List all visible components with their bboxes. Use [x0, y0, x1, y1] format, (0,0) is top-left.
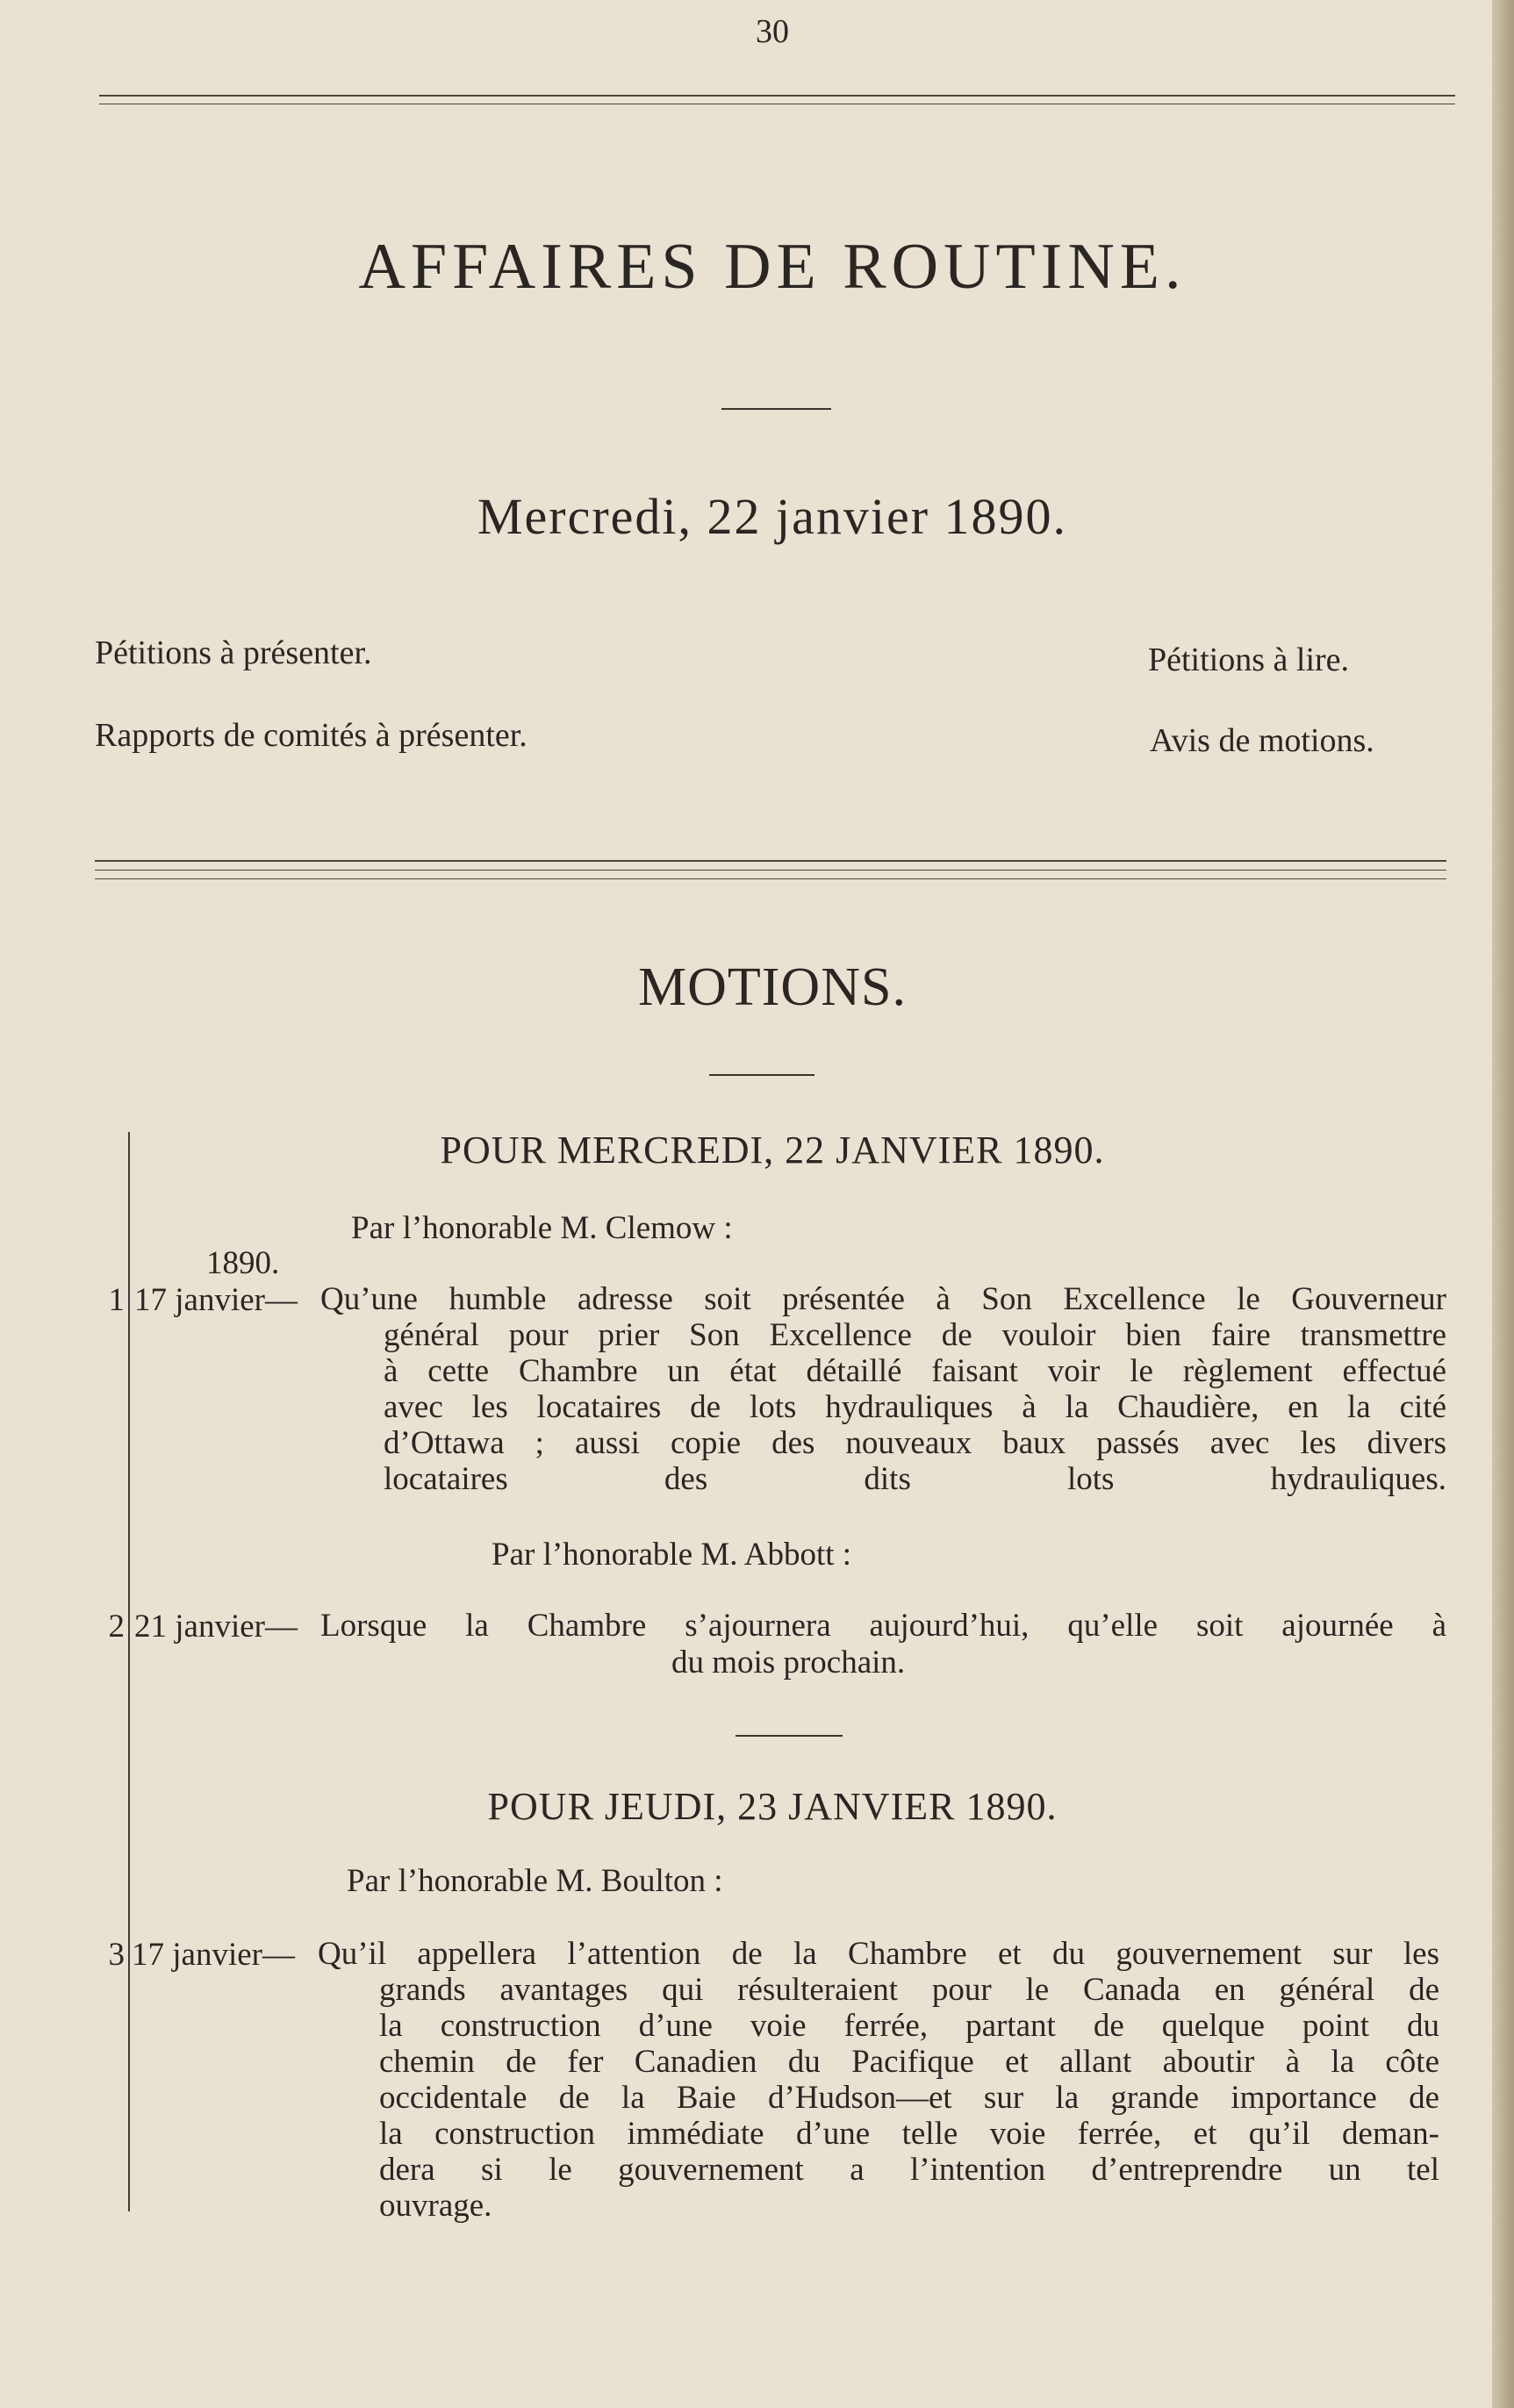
section-title-affaires: AFFAIRES DE ROUTINE.	[358, 231, 1187, 303]
motion-lead-1: Qu’une humble adresse soit présentée à Son Excellence le Gouverneur	[320, 1281, 1446, 1317]
routine-item-avis: Avis de motions.	[1150, 722, 1374, 759]
motion-1-line: d’Ottawa ; aussi copie des nouveaux baux passés avec les divers	[384, 1425, 1446, 1461]
header-rule-top	[99, 95, 1455, 97]
routine-item-petitions-presenter: Pétitions à présenter.	[95, 634, 372, 671]
section-rule-top	[95, 860, 1446, 862]
motion-lead-2: Lorsque la Chambre s’ajournera aujourd’hui, qu’elle soit ajournée à	[320, 1608, 1446, 1644]
routine-item-rapports: Rapports de comités à présenter.	[95, 717, 527, 754]
motion-3-line: dera si le gouvernement a l’intention d’entreprendre un tel	[379, 2152, 1439, 2188]
year-label: 1890.	[206, 1245, 280, 1281]
day-heading-jeudi: POUR JEUDI, 23 JANVIER 1890.	[487, 1785, 1058, 1828]
motion-2-line: du mois prochain.	[671, 1645, 906, 1681]
day-divider	[735, 1735, 843, 1737]
motion-number-3: 3	[108, 1937, 125, 1973]
mover-boulton: Par l’honorable M. Boulton :	[347, 1863, 723, 1899]
section-rule-bottom	[95, 878, 1446, 879]
motion-1-line: à cette Chambre un état détaillé faisant voir le règlement effectué	[384, 1353, 1446, 1389]
mover-clemow: Par l’honorable M. Clemow :	[351, 1210, 733, 1246]
page-number: 30	[756, 13, 789, 50]
motion-3-line: chemin de fer Canadien du Pacifique et allant aboutir à la côte	[379, 2044, 1439, 2080]
motions-divider	[709, 1074, 814, 1076]
title-divider	[721, 408, 831, 410]
motion-lead-3: Qu’il appellera l’attention de la Chambre et du gouvernement sur les	[318, 1936, 1439, 1972]
day-heading-mercredi: POUR MERCREDI, 22 JANVIER 1890.	[440, 1129, 1105, 1172]
motion-date-3: 17 janvier—	[132, 1937, 295, 1973]
motion-body-1	[384, 1317, 1446, 1497]
motion-1-line: général pour prier Son Excellence de vouloir bien faire transmettre	[384, 1317, 1446, 1353]
motion-3-line: la construction d’une voie ferrée, partant de quelque point du	[379, 2008, 1439, 2044]
motion-number-2: 2	[108, 1609, 125, 1645]
motion-3-line: la construction immédiate d’une telle voie ferrée, et qu’il deman-	[379, 2116, 1439, 2152]
motion-3-line: occidentale de la Baie d’Hudson—et sur la grande importance de	[379, 2080, 1439, 2116]
motion-date-1: 17 janvier—	[134, 1282, 298, 1318]
motion-1-line: locataires des dits lots hydrauliques.	[384, 1461, 1446, 1497]
page-edge	[1492, 0, 1514, 2408]
motion-body-3	[379, 1972, 1439, 2224]
mover-abbott: Par l’honorable M. Abbott :	[492, 1537, 852, 1573]
routine-item-petitions-lire: Pétitions à lire.	[1148, 641, 1350, 678]
motion-1-line: avec les locataires de lots hydrauliques à la Chaudière, en la cité	[384, 1389, 1446, 1425]
motion-date-2: 21 janvier—	[134, 1609, 298, 1645]
motion-number-1: 1	[108, 1282, 125, 1318]
section-rule-mid	[95, 870, 1446, 871]
section-title-motions: MOTIONS.	[638, 957, 907, 1017]
motion-3-line: grands avantages qui résulteraient pour le Canada en général de	[379, 1972, 1439, 2008]
motion-3-line: ouvrage.	[379, 2188, 492, 2224]
margin-line	[128, 1132, 130, 2211]
routine-date: Mercredi, 22 janvier 1890.	[477, 488, 1068, 545]
